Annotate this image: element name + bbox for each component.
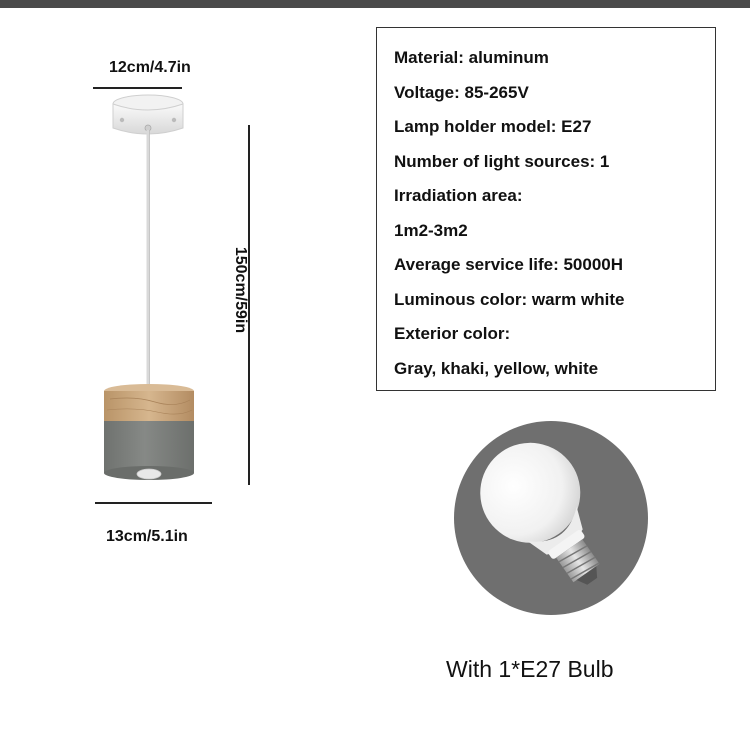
spec-exterior-color-label: Exterior color: xyxy=(394,324,511,343)
spec-lamp-holder: Lamp holder model: E27 xyxy=(394,117,592,136)
shade-width-label: 13cm/5.1in xyxy=(106,528,188,545)
shade-width-line xyxy=(95,502,212,504)
ceiling-canopy xyxy=(113,95,183,134)
specifications-box xyxy=(376,27,716,391)
wood-cap xyxy=(104,384,194,421)
bulb-icon xyxy=(454,421,648,615)
spec-luminous-color: Luminous color: warm white xyxy=(394,289,625,309)
canopy-width-label: 12cm/4.7in xyxy=(109,59,191,76)
pendant-lamp-image xyxy=(95,90,215,495)
spec-voltage: Voltage: 85-265V xyxy=(394,82,529,102)
bulb-caption: With 1*E27 Bulb xyxy=(446,656,614,682)
top-bar xyxy=(0,0,750,8)
gray-shade xyxy=(104,421,194,480)
spec-material: Material: aluminum xyxy=(394,48,549,67)
spec-irradiation-area-label: Irradiation area: xyxy=(394,186,523,205)
canopy-width-line xyxy=(93,87,182,89)
spec-service-life: Average service life: 50000H xyxy=(394,255,624,274)
cord-length-label: 150cm/59in xyxy=(232,246,249,334)
spec-irradiation-area-value: 1m2-3m2 xyxy=(394,220,468,240)
spec-light-sources: Number of light sources: 1 xyxy=(394,151,610,171)
bulb-image xyxy=(454,421,648,615)
spec-exterior-color-value: Gray, khaki, yellow, white xyxy=(394,358,599,378)
